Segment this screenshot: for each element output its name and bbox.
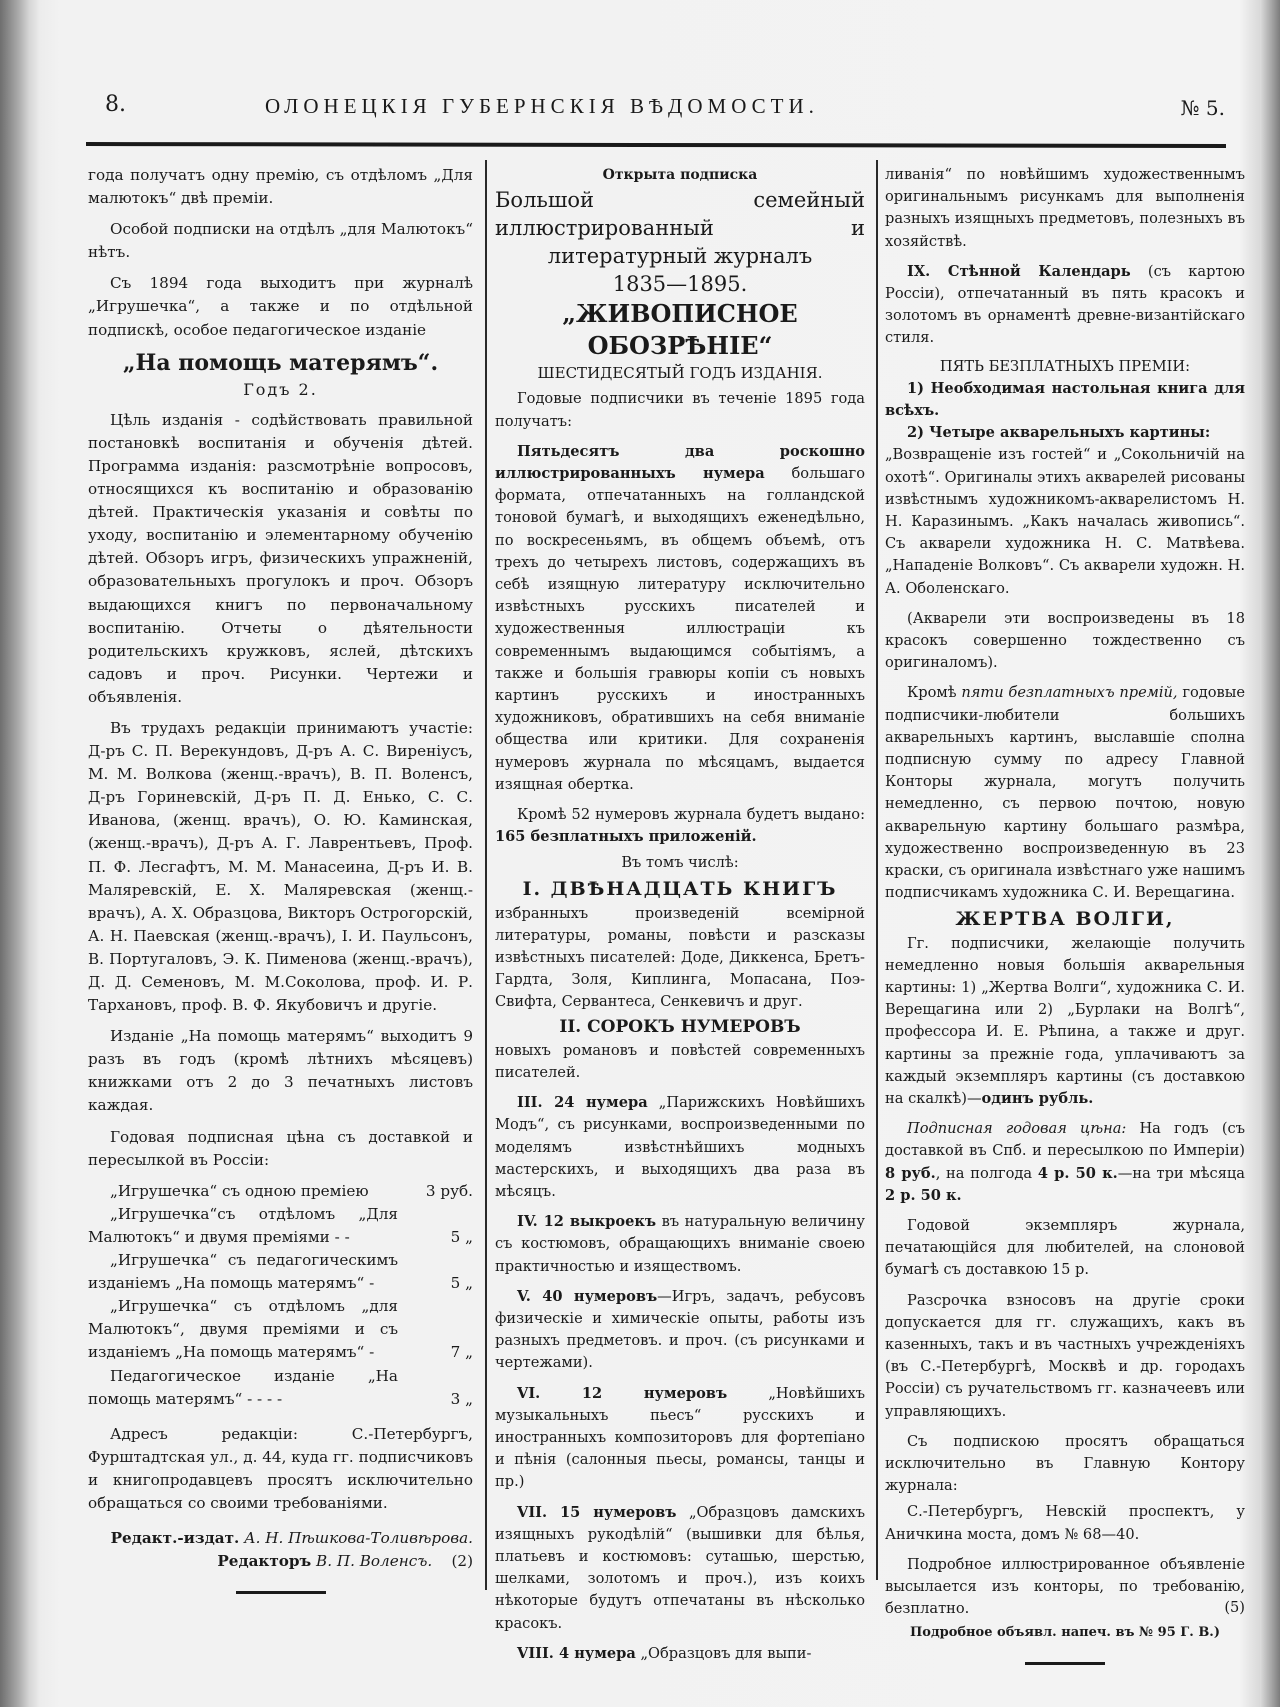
journal-subtitle: ШЕСТИДЕСЯТЫЙ ГОДЪ ИЗДАНІЯ. (537, 364, 823, 383)
ad-years: 1835—1895. (612, 272, 748, 297)
price-row (88, 1249, 473, 1295)
paragraph: Годовой экземпляръ журнала, печатающійся для любителей, на слоновой бумагѣ съ доставкою 15 р. (885, 1216, 1245, 1279)
address: С.-Петербургъ, Невскій проспектъ, у Аничкина моста, домъ № 68—40. (885, 1503, 1245, 1543)
column-divider (485, 160, 487, 1590)
emphasis: VIII. 4 нумера (517, 1644, 636, 1662)
price-value: 3 „ (450, 1389, 473, 1408)
paragraph: года получатъ одну премію, съ отдѣломъ „Для малютокъ“ двѣ преміи. (88, 166, 473, 208)
paragraph (495, 1383, 865, 1494)
text: Кромѣ (907, 684, 962, 702)
paragraph: Въ трудахъ редакціи принимаютъ участіе: Д-ръ С. П. Верекундовъ, Д-ръ А. С. Виреніусъ, М. М. Волкова (женщ.-врачъ), В. П. Воленсъ, Д-ръ Гориневскій, Д-ръ П. Д. Енько, С. С. Иванова, (женщ. врачъ), О. Ю. Каминская, (женщ.-врачъ), Д-ръ А. Г. Лаврентьевъ, Проф. П. Ф. Лесгафтъ, М. М. Манасеина, Д-ръ И. В. Маляревскій, Е. Х. Маляревская (женщ.-врачъ), А. Х. Образцова, Викторъ Острогорскій, А. Н. Паевская (женщ.-врачъ), І. И. Паульсонъ, В. Португаловъ, Э. К. Пименова (женщ.-врачъ), Д. Д. Семеновъ, М. М.Соколова, проф. И. Р. Тархановъ, проф. В. Ф. Якубовичъ и другіе. (88, 718, 473, 1015)
paragraph: Особой подписки на отдѣлъ „для Малютокъ“ нѣтъ. (88, 220, 473, 262)
paragraph (495, 804, 865, 848)
price: 4 р. 50 к. (1037, 1164, 1118, 1182)
paragraph: Въ томъ числѣ: (621, 854, 739, 872)
paragraph (495, 1092, 865, 1203)
paragraph: ливанія“ по новѣйшимъ художественнымъ оригинальнымъ рисункамъ для выполненія разныхъ изящныхъ предметовъ, полезныхъ въ хозяйствѣ. (885, 166, 1245, 250)
price-label: „Игрушечка“ съ отдѣломъ „для Малютокъ“, двумя преміями и съ изданіемъ „На помощь матерямъ“ - (88, 1297, 398, 1362)
section-heading: ЖЕРТВА ВОЛГИ, (955, 907, 1175, 930)
issue-number: № 5. (1180, 96, 1225, 120)
paragraph (885, 682, 1245, 904)
signature-name: А. Н. Пѣшкова-Толивѣрова. (244, 1529, 473, 1548)
paragraph: 1) Необходимая настольная книга для всѣхъ. (885, 379, 1245, 420)
ad-kicker: Открыта подписка (602, 167, 758, 183)
emphasis: VII. 15 нумеровъ (517, 1503, 677, 1521)
paragraph (885, 933, 1245, 1111)
price-list (88, 1180, 473, 1411)
paragraph: Съ подпискою просятъ обращаться исключительно въ Главную Контору журнала: (885, 1432, 1245, 1495)
price-label: Педагогическое изданіе „На помощь матерямъ“ - - - - (88, 1366, 398, 1408)
emphasis: V. 40 нумеровъ (517, 1287, 658, 1305)
column-right (885, 164, 1245, 1665)
signature-name: В. П. Воленсъ. (316, 1552, 433, 1571)
price: 8 руб. (885, 1164, 936, 1182)
paragraph: (Акварели эти воспроизведены въ 18 красокъ совершенно тождественно съ оригиналомъ). (885, 609, 1245, 672)
paragraph: Изданіе „На помощь матерямъ“ выходитъ 9 разъ въ годъ (кромѣ лѣтнихъ мѣсяцевъ) книжками отъ 2 до 3 печатныхъ листовъ каждая. (88, 1027, 473, 1115)
text: , на полгода (935, 1164, 1038, 1182)
text: большаго формата, отпечатанныхъ на голландской тоновой бумагѣ, и выходящихъ еженедѣльно, по воскресеньямъ, въ общемъ объемѣ, отъ трехъ до четырехъ листовъ, содержащихъ въ себѣ изящную литературу исключительно извѣстныхъ русскихъ писателей и художественныя иллюстраціи къ современнымъ выдающимся событіямъ, а также и большія гравюры копіи съ новыхъ картинъ русскихъ и иностранныхъ художниковъ, обратившихъ на себя вниманіе общества или критики. Для сохраненія нумеровъ журнала по мѣсяцамъ, выдается изящная обертка. (495, 465, 865, 793)
price-label: „Игрушечка“ съ одною преміею (110, 1181, 369, 1200)
paragraph: Съ 1894 года выходитъ при журналѣ „Игрушечка“, а также и по отдѣльной подпискѣ, особое педагогическое изданіе (88, 274, 473, 339)
paragraph: Годовые подписчики въ теченіе 1895 года получатъ: (495, 390, 865, 430)
emphasis: IV. 12 выкроекъ (517, 1213, 657, 1231)
emphasis: 2) Четыре акварельныхъ картины: (907, 424, 1211, 442)
signature-label: Редакторъ (217, 1552, 312, 1571)
price-row (88, 1203, 473, 1249)
text: Кромѣ 52 нумеровъ журнала будетъ выдано: (517, 806, 865, 824)
paragraph (495, 1211, 865, 1278)
price-row (88, 1295, 473, 1364)
paragraph: Адресъ редакціи: С.-Петербургъ, Фурштадтская ул., д. 44, куда гг. подписчиковъ и книгопродавцевъ просятъ исключительно обращаться со своими требованіями. (88, 1424, 473, 1512)
paragraph: новыхъ романовъ и повѣстей современныхъ писателей. (495, 1041, 865, 1081)
text: Гг. подписчики, желающіе получить немедленно новыя большія акварельныя картины: 1) „Жертва Волги“, художника С. И. Верещагина или 2) „Бурлаки на Волгѣ“, профессора И. Е. Рѣпина, а также и друг. картины за прежніе года, уплачиваютъ за каждый экземпляръ картины (съ доставкою на скалкѣ)— (885, 934, 1245, 1107)
text: —Игръ, задачъ, ребусовъ физическіе и химическіе опыты, работы изъ разныхъ предметовъ. и проч. (съ рисунками и чертежами). (495, 1287, 865, 1372)
end-rule (1025, 1662, 1105, 1665)
paragraph: Подробное иллюстрированное объявленіе высылается изъ конторы, по требованію, безплатно. (885, 1555, 1245, 1618)
text: годовые подписчики-любители большихъ акварельныхъ картинъ, выславшіе сполна подписную сумму по адресу Главной Конторы журнала, могутъ получить немедленно, съ первою почтою, новую акварельную картину большаго размѣра, художественно воспроизведенную въ 23 краски, съ оригинала извѣстнаго уже нашимъ подписчикамъ художника С. И. Верещагина. (885, 684, 1246, 902)
paragraph: Разсрочка взносовъ на другіе сроки допускается для гг. служащихъ, какъ въ казенныхъ, такъ и въ частныхъ учрежденіяхъ (въ С.-Петербургѣ, Москвѣ и др. городахъ Россіи) съ ручательствомъ гг. казначеевъ или управляющихъ. (885, 1291, 1245, 1420)
paragraph (495, 1286, 865, 1375)
text: „Образцовъ для выпи- (635, 1644, 812, 1662)
emphasis: Подписная годовая цѣна: (907, 1120, 1127, 1138)
section-subheading: Годъ 2. (243, 379, 318, 399)
section-heading: „На помощь матерямъ“. (122, 349, 439, 376)
page-binding-shadow (0, 0, 30, 1707)
column-divider (876, 160, 878, 1580)
column-middle (495, 164, 865, 1665)
signature-editor (88, 1550, 473, 1573)
emphasis: пяти безплатныхъ премій, (961, 684, 1178, 702)
header-rule (86, 142, 1226, 148)
paragraph: избранныхъ произведеній всемірной литературы, романы, повѣсти и разсказы извѣстныхъ писателей: Доде, Диккенса, Бретъ-Гардта, Золя, Киплинга, Мопасана, Поэ-Свифта, Сервантеса, Сенкевичъ и друг. (495, 904, 865, 1011)
newspaper-title: ОЛОНЕЦКІЯ ГУБЕРНСКІЯ ВѢДОМОСТИ. (265, 94, 819, 118)
text: въ натуральную величину съ костюмовъ, обращающихъ вниманіе своею практичностью и изяществомъ. (495, 1213, 865, 1275)
text: (съ картою Россіи), отпечатанный въ пять красокъ и золотомъ въ орнаментѣ древне-византійскаго стиля. (885, 262, 1245, 347)
emphasis: 165 безплатныхъ приложеній. (495, 828, 757, 846)
price-row (88, 1365, 473, 1411)
section-heading: I. ДВѢНАДЦАТЬ КНИГЪ (522, 877, 838, 900)
price-label: „Игрушечка“съ отдѣломъ „Для Малютокъ“ и двумя преміями - - (88, 1204, 398, 1246)
column-left (88, 164, 473, 1594)
text: „Парижскихъ Новѣйшихъ Модъ“, съ рисунками, воспроизведенными по моделямъ извѣстнѣйшихъ модныхъ мастерскихъ, и выходящихъ два раза въ мѣсяцъ. (495, 1094, 865, 1200)
paragraph (885, 261, 1245, 350)
emphasis: VI. 12 нумеровъ (517, 1384, 728, 1402)
price-value: 3 руб. (425, 1181, 473, 1200)
emphasis: одинъ рубль. (981, 1089, 1094, 1107)
price-value: 7 „ (450, 1343, 473, 1362)
ad-number: (5) (1224, 1599, 1245, 1617)
paragraph (885, 422, 1245, 444)
page-edge-shadow (1260, 0, 1280, 1707)
paragraph (495, 441, 865, 796)
ad-headline: Большой семейный иллюстрированный и литературный журналъ (495, 188, 865, 269)
journal-title: „ЖИВОПИСНОЕ ОБОЗРѢНІЕ“ (562, 299, 798, 361)
price-value: 5 „ (450, 1274, 473, 1293)
text: —на три мѣсяца (1117, 1164, 1245, 1182)
price-row (88, 1180, 473, 1203)
section-heading: II. СОРОКЪ НУМЕРОВЪ (559, 1016, 801, 1037)
emphasis: III. 24 нумера (517, 1094, 648, 1112)
section-heading: ПЯТЬ БЕЗПЛАТНЫХЪ ПРЕМІИ: (939, 357, 1191, 375)
paragraph: Цѣль изданія - содѣйствовать правильной постановкѣ воспитанія и обученія дѣтей. Программа изданія: разсмотрѣніе вопросовъ, относящихся къ воспитанію и образованію дѣтей. Практическія указанія и совѣты по уходу, воспитанію и элементарному обученію дѣтей. Обзоръ игръ, физическихъ упражненій, образовательныхъ прогулокъ и проч. Обзоръ выдающихся книгъ по первоначальному воспитанію. Отчеты о дѣятельности родительскихъ кружковъ, яслей, дѣтскихъ садовъ и проч. Рисунки. Чертежи и объявленія. (88, 410, 473, 706)
end-rule (236, 1591, 326, 1594)
signature-publisher (88, 1527, 473, 1550)
paragraph: „Возвращеніе изъ гостей“ и „Сокольничій на охотѣ“. Оригиналы этихъ акварелей рисованы извѣстнымъ художникомъ-акварелистомъ Н. Н. Каразинымъ. „Какъ началась живопись“. Съ акварели художника Н. С. Матвѣева. „Нападеніе Волковъ“. Съ акварели художн. Н. А. Оболенскаго. (885, 446, 1245, 597)
signature-label: Редакт.-издат. (110, 1529, 240, 1548)
paragraph (495, 1643, 865, 1665)
ad-number: (2) (451, 1552, 473, 1571)
paragraph (885, 1118, 1245, 1207)
text: На годъ (съ доставкой въ Спб. и пересылкою по Имперіи) (885, 1120, 1245, 1160)
page-header (85, 92, 1225, 132)
price-label: „Игрушечка“ съ педагогическимъ изданіемъ „На помощь матерямъ“ - (88, 1251, 398, 1293)
price-value: 5 „ (450, 1227, 473, 1246)
paragraph (495, 1502, 865, 1635)
paragraph: Годовая подписная цѣна съ доставкой и пересылкой въ Россіи: (88, 1127, 473, 1169)
price: 2 р. 50 к. (885, 1186, 962, 1204)
text: „Образцовъ дамскихъ изящныхъ рукодѣлій“ (вышивки для бѣлья, платьевъ и костюмовъ: суташью, шерстью, шелками, золотомъ и проч.), изъ коихъ нѣкоторые будутъ отпечатаны въ нѣсколько красокъ. (495, 1503, 865, 1632)
footnote: Подробное объявл. напеч. въ № 95 Г. В.) (910, 1624, 1220, 1640)
text: „Новѣйшихъ музыкальныхъ пьесъ“ русскихъ и иностранныхъ композиторовъ для фортепіано и пѣнія (салонныя пьесы, романсы, танцы и пр.) (495, 1384, 865, 1491)
emphasis: IX. Стѣнной Календарь (907, 262, 1131, 280)
page-number: 8. (105, 92, 126, 117)
emphasis: Пятьдесятъ два роскошно иллюстрированныхъ нумера (495, 442, 865, 483)
